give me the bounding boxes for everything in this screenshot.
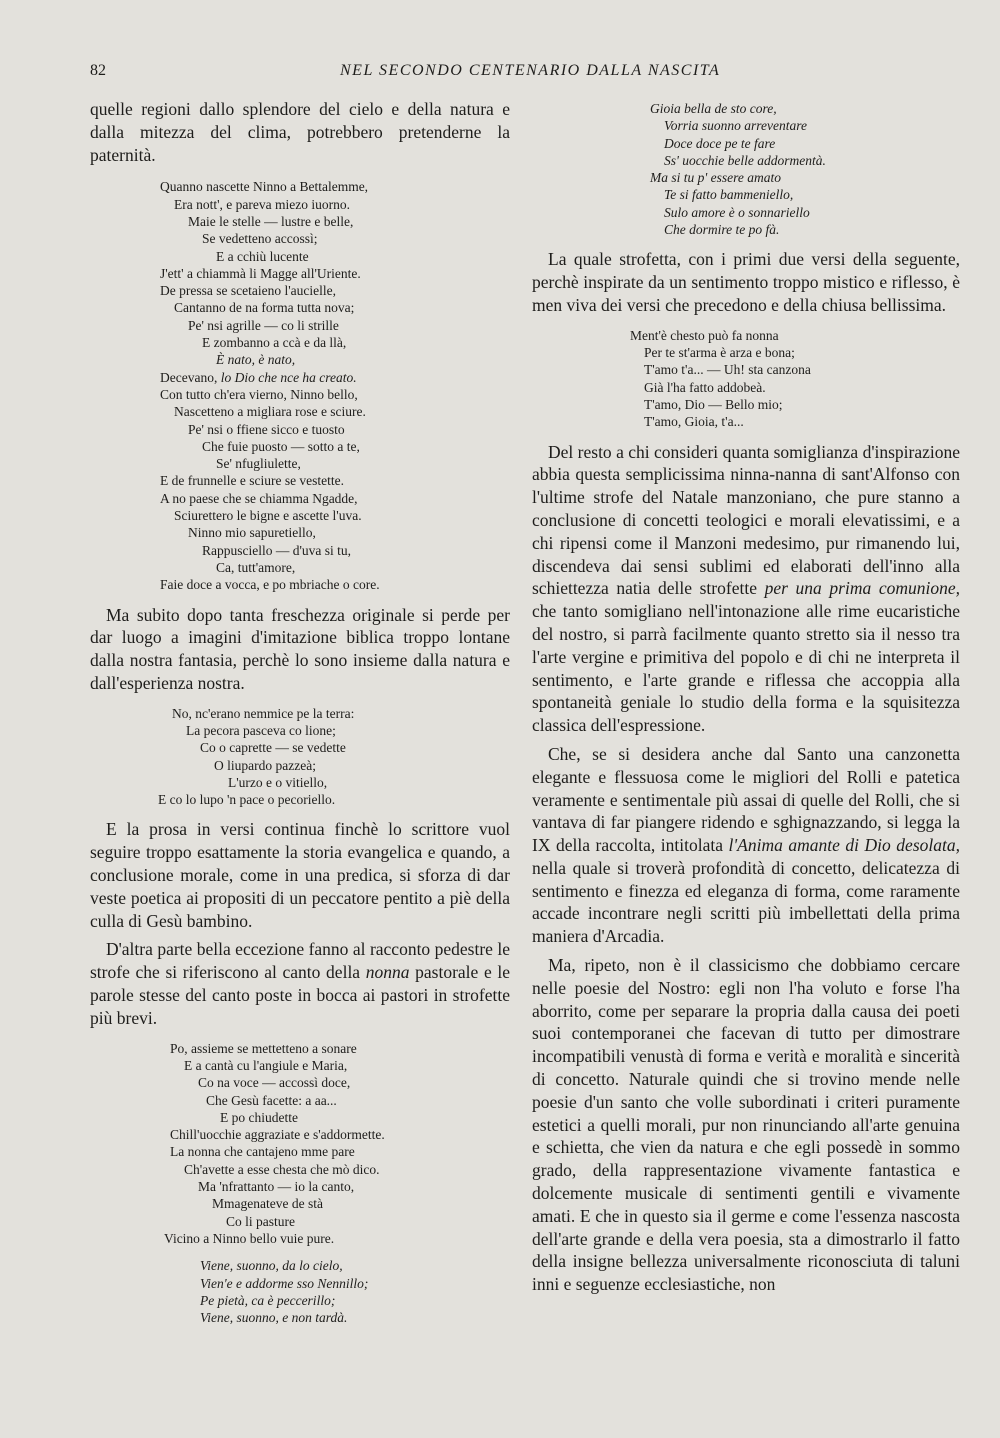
verse-line: È nato, è nato, [216,352,296,368]
text: che tanto somigliano nell'intonazione alle rime eucaristiche del nostro, si parrà facilmente quanto stretto sia il nesso tra l'arte vergine e primitiva del popolo e di chi ne interpreta il sentimento, e l'arte grande e riflessa che accoppia alla spontaneità geniale lo studio della forma e la squisitezza classica dell'espressione. [532,601,960,736]
verse-line: Viene, suonno, da lo cielo, [200,1258,343,1274]
paragraph-classicismo: Ma, ripeto, non è il classicismo che dobbiamo cercare nelle poesie del Nostro: egli non l'ha voluto e forse l'ha aborrito, come per separare la propria dalla causa dei poeti suoi contemporanei che facevan di tutto per dimostrare incompatibili venustà di forma e verità e moralità e sincerità di concetto. Naturale quindi che si trovino mende nelle poesie d'un santo che volle subordinati i criteri puramente estetici a quelli morali, pur non rinunciando all'arte genuina e schietta, che vien da natura e che egli possedè in sommo grado, della rappresentazione vivamente fantastica e dolcemente musicale di sentimenti gentili e vivamente amati. E che in questo sia il germe e come l'essenza nascosta dell'arte grande e della vera poesia, sta a dimostrarlo il fatto della insigne bellezza universalmente riconosciuta di taluni inni e seguenze ecclesiastiche, non [532,955,960,1295]
verse-line: E a cantà cu l'angiule e Maria, [184,1057,348,1073]
verse-line: La pecora pasceva co lione; [186,723,336,738]
text: pastorale e le parole stesse del canto poste in bocca ai pastori in strofette più brevi. [90,962,511,1028]
verse-line: Sulo amore è o sonnariello [664,204,810,220]
verse-line: Se' nfugliulette, [216,456,301,472]
verse-line: Po, assieme se mettetteno a sonare [170,1040,357,1056]
verse-line: Ch'avette a esse chesta che mò dico. [184,1161,380,1177]
verse-line: Doce doce pe te fare [664,135,776,151]
verse-line: Mmagenateve de stà [212,1196,323,1212]
page-number: 82 [90,62,106,79]
verse-line: Co na voce — accossì doce, [198,1075,351,1091]
verse-line: Vicino a Ninno bello vuie pure. [164,1230,335,1246]
verse-line: T'amo t'a... — Uh! sta canzona [644,362,811,378]
paragraph-subito-dopo: Ma subito dopo tanta freschezza originale si perde per dar luogo a imagini d'imitazione biblica troppo lontane dalla nostra fantasia, perchè lo sono insieme dalla natura e dall'esperienza nostra. [90,604,510,693]
text-italic: l'Anima amante di Dio desolata, [728,835,960,856]
paragraph-del-resto [532,441,960,737]
verse-line-decevano [160,369,510,386]
verse-line: De pressa se scetaieno l'aucielle, [160,283,336,299]
verse-line: J'ett' a chiammà li Magge all'Uriente. [160,265,361,281]
verse-line: Se vedetteno accossì; [202,231,318,247]
verse-line: Pe' nsi agrille — co li strille [188,317,339,333]
paragraph-eccezione [90,938,510,1029]
running-title: NEL SECONDO CENTENARIO DALLA NASCITA [340,62,721,79]
verse-line: Co li pasture [226,1213,295,1229]
paragraph-canzonetta [532,743,960,948]
verse-text-italic: lo Dio che nce ha creato. [220,369,357,385]
verse-line: Cantanno de na forma tutta nova; [174,300,355,316]
paragraph-prosa-in-versi: E la prosa in versi continua finchè lo scrittore vuol seguire troppo esattamente la storia evangelica e quando, a conclusione morale, come in una predica, si sforza di dar veste poetica ai propositi di un peccatore pentito a piè della culla di Gesù bambino. [90,819,510,931]
verse-line: L'urzo e o vitiello, [228,774,328,790]
left-column [90,98,510,1336]
poem-gioia-bella [532,100,960,238]
verse-text: Decevano, [160,369,221,385]
verse-line: Pe pietà, ca è peccerillo; [200,1292,336,1308]
verse-line: A no paese che se chiamma Ngadde, [160,490,358,506]
verse-line: Quanno nascette Ninno a Bettalemme, [160,179,369,195]
poem-pasture [90,1040,510,1248]
verse-line: Che fuie puosto — sotto a te, [202,438,360,454]
paragraph-strofetta: La quale strofetta, con i primi due versi della seguente, perchè inspirate da un sentimento troppo mistico e riflesso, è men viva dei versi che precedono e della chiusa bellissima. [532,249,960,315]
verse-line: Co o caprette — se vedette [200,740,346,756]
right-column [532,100,960,1302]
verse-line: Ca, tutt'amore, [216,559,296,575]
verse-line: Per te st'arma è arza e bona; [644,345,795,361]
verse-line: Già l'ha fatto addobeà. [644,379,766,395]
verse-line: T'amo, Dio — Bello mio; [644,396,783,412]
verse-line: Che Gesù facette: a aa... [206,1092,337,1108]
verse-line: Ss' uocchie belle addormentà. [664,152,826,168]
text-italic: nonna [365,962,410,983]
verse-line: Vien'e e addorme sso Nennillo; [200,1275,369,1291]
verse-line: Nascetteno a migliara rose e sciure. [174,404,366,420]
verse-line: Pe' nsi o ffiene sicco e tuosto [188,421,345,437]
verse-line: Era nott', e pareva miezo iuorno. [174,196,350,212]
text-italic: per una prima comunione, [764,578,960,599]
verse-line: E co lo lupo 'n pace o pecoriello. [158,792,336,808]
verse-line: Maie le stelle — lustre e belle, [188,213,354,229]
verse-line: No, nc'erano nemmice pe la terra: [172,705,355,721]
verse-line: Sciurettero le bigne e ascette l'uva. [174,508,362,524]
verse-line: Ninno mio sapuretiello, [188,525,316,541]
verse-line: T'amo, Gioia, t'a... [644,414,744,430]
verse-line: Che dormire te po fà. [664,222,780,238]
verse-line: Chill'uocchie aggraziate e s'addormette. [170,1127,385,1143]
text: Che, se si desidera anche dal Santo una canzonetta elegante e flessuosa come le migliori del Rolli e patetica veramente e sentimentale più assai di quelle del Rolli, che si vantava di far piangere ridendo e sghignazzando, si legga la IX della raccolta, intitolata [532,743,960,856]
page-header [0,62,1000,86]
verse-line: Ma 'nfrattanto — io la canto, [198,1179,355,1195]
poem-quanno-nascette [90,178,510,593]
verse-line: Ment'è chesto può fa nonna [630,327,779,343]
verse-line: La nonna che cantajeno mme pare [170,1144,355,1160]
verse-line: Con tutto ch'era vierno, Ninno bello, [160,386,358,402]
verse-line: Faie doce a vocca, e po mbriache o core. [160,577,380,593]
text: D'altra parte bella eccezione fanno al racconto pedestre le strofe che si riferiscono al canto della [90,939,510,983]
paragraph-intro: quelle regioni dallo splendore del cielo e della natura e dalla mitezza del clima, potrebbero pretenderne la paternità. [90,99,510,165]
verse-line: E a cchiù lucente [216,248,309,264]
verse-line: Ma si tu p' essere amato [650,170,781,186]
verse-line: Gioia bella de sto core, [650,101,777,116]
poem-ment-e-chesto [532,327,960,431]
verse-line: E po chiudette [220,1109,298,1125]
verse-line: E zombanno a ccà e da llà, [202,335,347,351]
verse-line: Te si fatto bammeniello, [664,187,794,203]
verse-line: Rappusciello — d'uva si tu, [202,542,352,558]
poem-nemmice [90,705,510,809]
verse-line: Vorria suonno arreventare [664,118,807,134]
verse-line: E de frunnelle e sciure se vestette. [160,473,345,489]
poem-viene-suonno [90,1257,510,1326]
text: nella quale si troverà profondità di concetto, delicatezza di sentimento e finezza ed eleganza di forma, come raramente accade incontrare negli scritti più imbellettati della prima maniera d'Arcadia. [532,857,960,947]
text: Del resto a chi consideri quanta somiglianza d'inspirazione abbia questa semplicissima ninna-nanna di sant'Alfonso con l'ultime strofe del Natale manzoniano, che pure stanno a conclusione di concetti teologici e morali elevatissimi, e a chi ripensi come il Manzoni medesimo, pur rimanendo lui, discendeva dai sensi sublimi ed elaborati dell'inno alla schiettezza natia delle strofette [532,441,960,599]
verse-line: O liupardo pazzeà; [214,757,316,773]
verse-line: Viene, suonno, e non tardà. [200,1310,348,1326]
